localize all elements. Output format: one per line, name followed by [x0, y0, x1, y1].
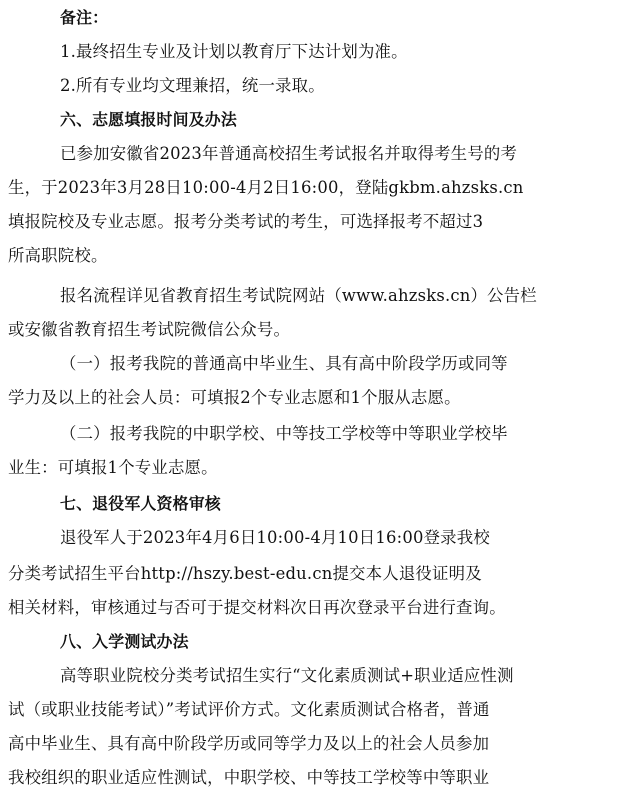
s6-paragraph-3-line-2: 学力及以上的社会人员：可填报2个专业志愿和1个服从志愿。 [8, 388, 461, 407]
section-6-heading: 六、志愿填报时间及办法 [60, 110, 237, 129]
note-item-2: 2.所有专业均文理兼招，统一录取。 [60, 76, 325, 95]
s8-line-2: 试（或职业技能考试）”考试评价方式。文化素质测试合格者，普通 [8, 700, 490, 719]
note-item-1: 1.最终招生专业及计划以教育厅下达计划为准。 [60, 42, 408, 61]
s6-paragraph-1-line-2: 生，于2023年3月28日10:00-4月2日16:00，登陆gkbm.ahzsks.cn [8, 178, 524, 197]
section-8-heading: 八、入学测试办法 [60, 632, 189, 651]
s6-paragraph-1-line-4: 所高职院校。 [8, 246, 108, 265]
s6-paragraph-1-line-3: 填报院校及专业志愿。报考分类考试的考生，可选择报考不超过3 [8, 212, 484, 231]
s7-line-2: 分类考试招生平台http://hszy.best-edu.cn提交本人退役证明及 [8, 564, 482, 583]
s7-line-3: 相关材料，审核通过与否可于提交材料次日再次登录平台进行查询。 [8, 598, 506, 617]
s6-paragraph-3-line-1: （一）报考我院的普通高中毕业生、具有高中阶段学历或同等 [60, 354, 508, 373]
s8-line-3: 高中毕业生、具有高中阶段学历或同等学力及以上的社会人员参加 [8, 734, 490, 753]
s7-line-1: 退役军人于2023年4月6日10:00-4月10日16:00登录我校 [60, 528, 490, 547]
s6-paragraph-4-line-2: 业生：可填报1个专业志愿。 [8, 458, 218, 477]
section-7-heading: 七、退役军人资格审核 [60, 494, 221, 513]
s6-paragraph-2-line-2: 或安徽省教育招生考试院微信公众号。 [8, 320, 291, 339]
s8-line-1: 高等职业院校分类考试招生实行“文化素质测试+职业适应性测 [60, 666, 514, 685]
s8-line-4: 我校组织的职业适应性测试，中职学校、中等技工学校等中等职业 [8, 768, 490, 787]
s6-paragraph-4-line-1: （二）报考我院的中职学校、中等技工学校等中等职业学校毕 [60, 424, 508, 443]
s6-paragraph-2-line-1: 报名流程详见省教育招生考试院网站（www.ahzsks.cn）公告栏 [60, 286, 537, 305]
note-heading: 备注： [60, 8, 109, 27]
s6-paragraph-1-line-1: 已参加安徽省2023年普通高校招生考试报名并取得考生号的考 [60, 144, 518, 163]
